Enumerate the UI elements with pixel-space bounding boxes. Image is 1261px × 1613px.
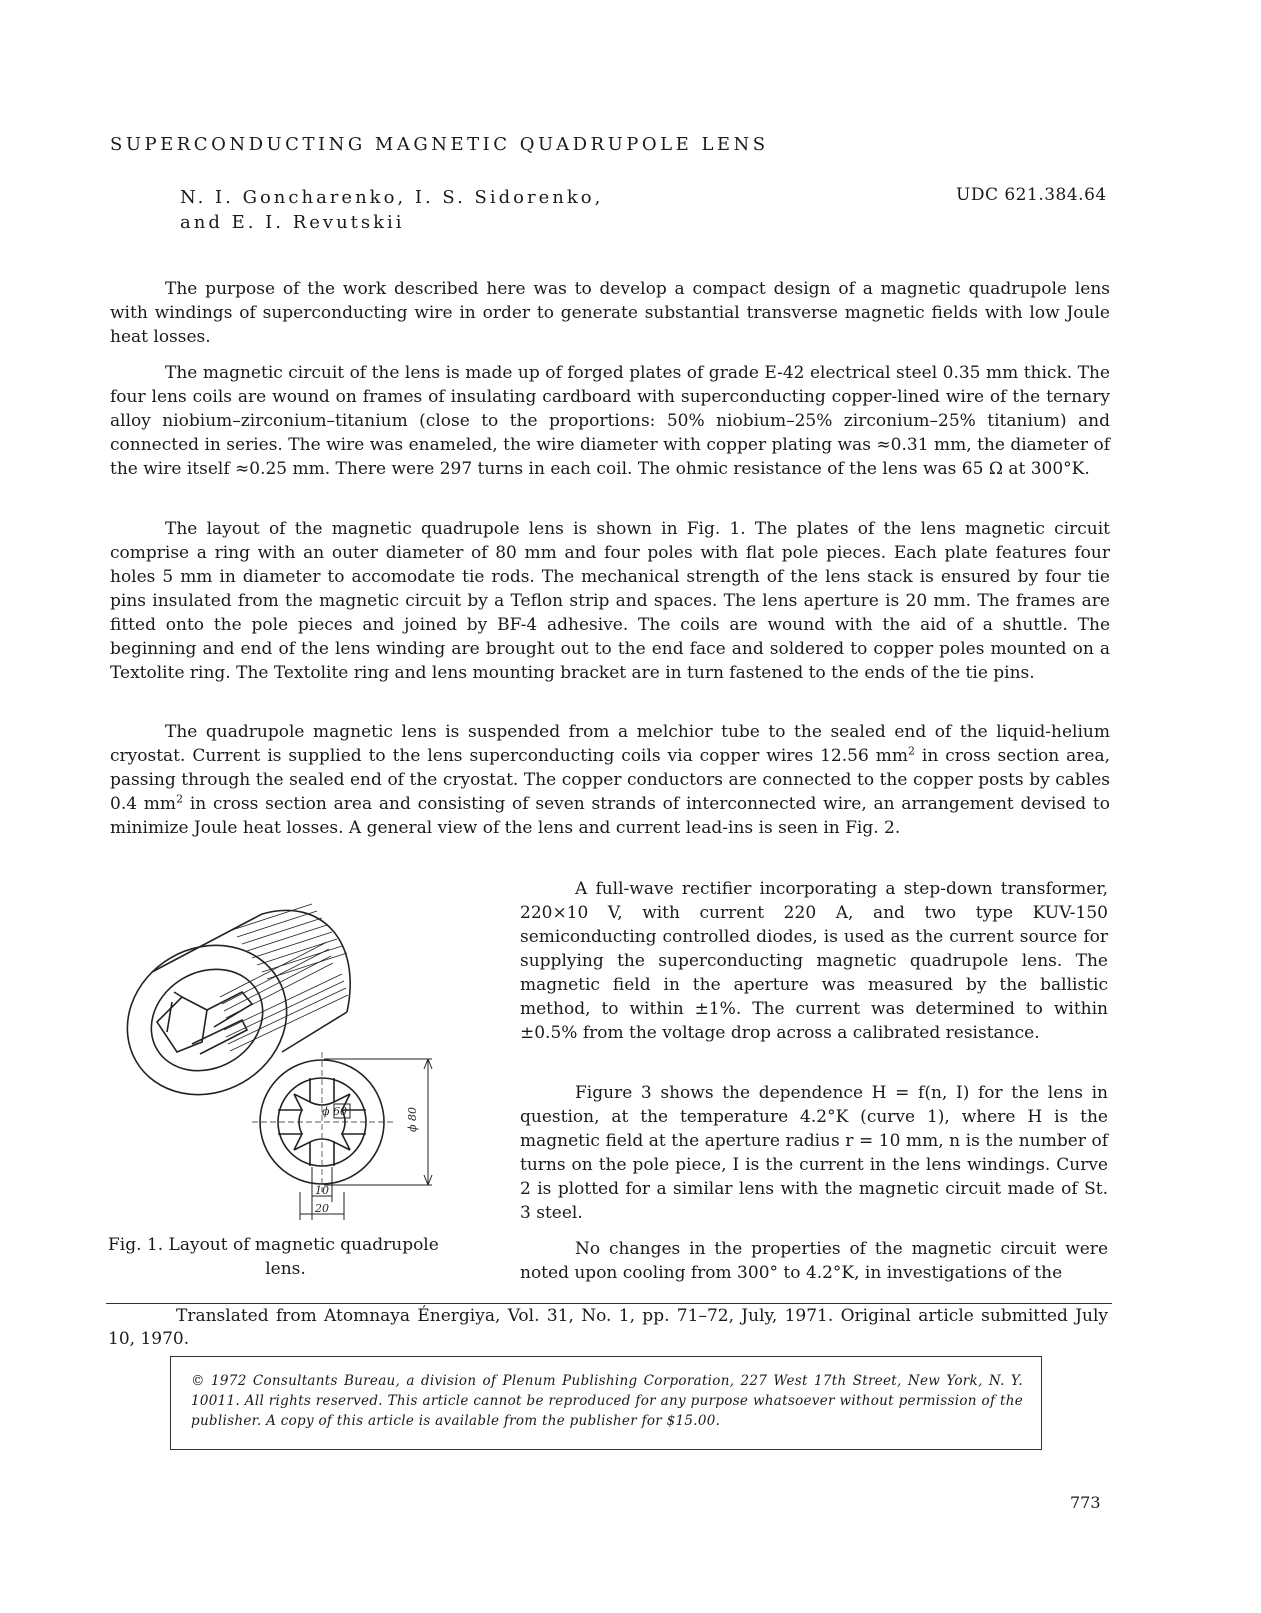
paragraph-cooling: No changes in the properties of the magnetic circuit were noted upon cooling from 300° to 4.2°K, in investigations of the xyxy=(520,1239,1108,1283)
paragraph-suspension xyxy=(110,720,1110,840)
article-title: SUPERCONDUCTING MAGNETIC QUADRUPOLE LENS xyxy=(110,134,769,155)
author-list xyxy=(180,185,603,235)
footnote-divider xyxy=(106,1303,1112,1304)
caption-line-1: Fig. 1. Layout of magnetic quadrupole xyxy=(108,1235,439,1255)
caption-line-2: lens. xyxy=(265,1259,306,1279)
authors-line-1: N. I. Goncharenko, I. S. Sidorenko, xyxy=(180,187,604,208)
figure-1-caption xyxy=(108,1233,463,1281)
paragraph-purpose: The purpose of the work described here was to develop a compact design of a magnetic quadrupole lens with windings of superconducting wire in order to generate substantial transverse magnetic fields with low Joule heat losses. xyxy=(110,279,1110,347)
copyright-text: © 1972 Consultants Bureau, a division of Plenum Publishing Corporation, 227 West 17th Street, New York, N. Y. 10011. All rights reserved. This article cannot be reproduced for any purpose whatsoever without permission of the publisher. A copy of this article is available from the publisher for $15.00. xyxy=(191,1373,1023,1429)
dim-10-label: 10 xyxy=(315,1184,329,1197)
lens-drawing xyxy=(112,902,472,1232)
dim-inner-label: ϕ 60 xyxy=(322,1105,347,1118)
paragraph-figure-3: Figure 3 shows the dependence H = f(n, I) for the lens in question, at the temperature 4.2°K (curve 1), where H is the magnetic field at the aperture radius r = 10 mm, n is the number of turns on the pole piece, I is the current in the lens windings. Curve 2 is plotted for a similar lens with the magnetic circuit made of St. 3 steel. xyxy=(520,1083,1108,1223)
p4-text-2: in cross section area, passing through the sealed end of the cryostat. The copper conductors are connected to the copper posts by cables 0.4 mm xyxy=(110,746,1110,814)
authors-line-2: and E. I. Revutskii xyxy=(180,212,405,233)
p4-superscript-2: 2 xyxy=(176,792,184,806)
dim-20-label: 20 xyxy=(315,1202,329,1215)
p4-superscript-1: 2 xyxy=(907,744,915,758)
paragraph-rectifier: A full-wave rectifier incorporating a step-down transformer, 220×10 V, with current 220 A, and two type KUV-150 semiconducting controlled diodes, is used as the current source for supplying the superconducting magnetic quadrupole lens. The magnetic field in the aperture was measured by the ballistic method, to within ±1%. The current was determined to within ±0.5% from the voltage drop across a calibrated resistance. xyxy=(520,879,1108,1043)
page-number: 773 xyxy=(1070,1493,1101,1512)
figure-1-lens-layout xyxy=(112,902,472,1232)
paragraph-magnetic-circuit: The magnetic circuit of the lens is made up of forged plates of grade E-42 electrical steel 0.35 mm thick. The four lens coils are wound on frames of insulating cardboard with superconducting copper-lined wire of the ternary alloy niobium–zirconium–titanium (close to the proportions: 50% niobium–25% zirconium–25% titanium) and connected in series. The wire was enameled, the wire diameter with copper plating was ≈0.31 mm, the diameter of the wire itself ≈0.25 mm. There were 297 turns in each coil. The ohmic resistance of the lens was 65 Ω at 300°K. xyxy=(110,363,1110,479)
udc-code: UDC 621.384.64 xyxy=(956,185,1107,205)
copyright-box xyxy=(170,1356,1042,1450)
paragraph-layout: The layout of the magnetic quadrupole lens is shown in Fig. 1. The plates of the lens magnetic circuit comprise a ring with an outer diameter of 80 mm and four poles with flat pole pieces. Each plate features four holes 5 mm in diameter to accomodate tie rods. The mechanical strength of the lens stack is ensured by four tie pins insulated from the magnetic circuit by a Teflon strip and spaces. The lens aperture is 20 mm. The frames are fitted onto the pole pieces and joined by BF-4 adhesive. The coils are wound with the aid of a shuttle. The beginning and end of the lens winding are brought out to the end face and soldered to copper poles mounted on a Textolite ring. The Textolite ring and lens mounting bracket are in turn fastened to the ends of the tie pins. xyxy=(110,519,1110,683)
p4-text-3: in cross section area and consisting of seven strands of interconnected wire, an arrangement devised to minimize Joule heat losses. A general view of the lens and current lead-ins is seen in Fig. 2. xyxy=(110,794,1111,838)
translation-note: Translated from Atomnaya Énergiya, Vol. 31, No. 1, pp. 71–72, July, 1971. Original article submitted July 10, 1970. xyxy=(108,1306,1108,1349)
dim-outer-label: ϕ 80 xyxy=(406,1107,419,1132)
p4-text-1: The quadrupole magnetic lens is suspended from a melchior tube to the sealed end of the liquid-helium cryostat. Current is supplied to the lens superconducting coils via copper wires 12.56 mm xyxy=(110,722,1110,766)
